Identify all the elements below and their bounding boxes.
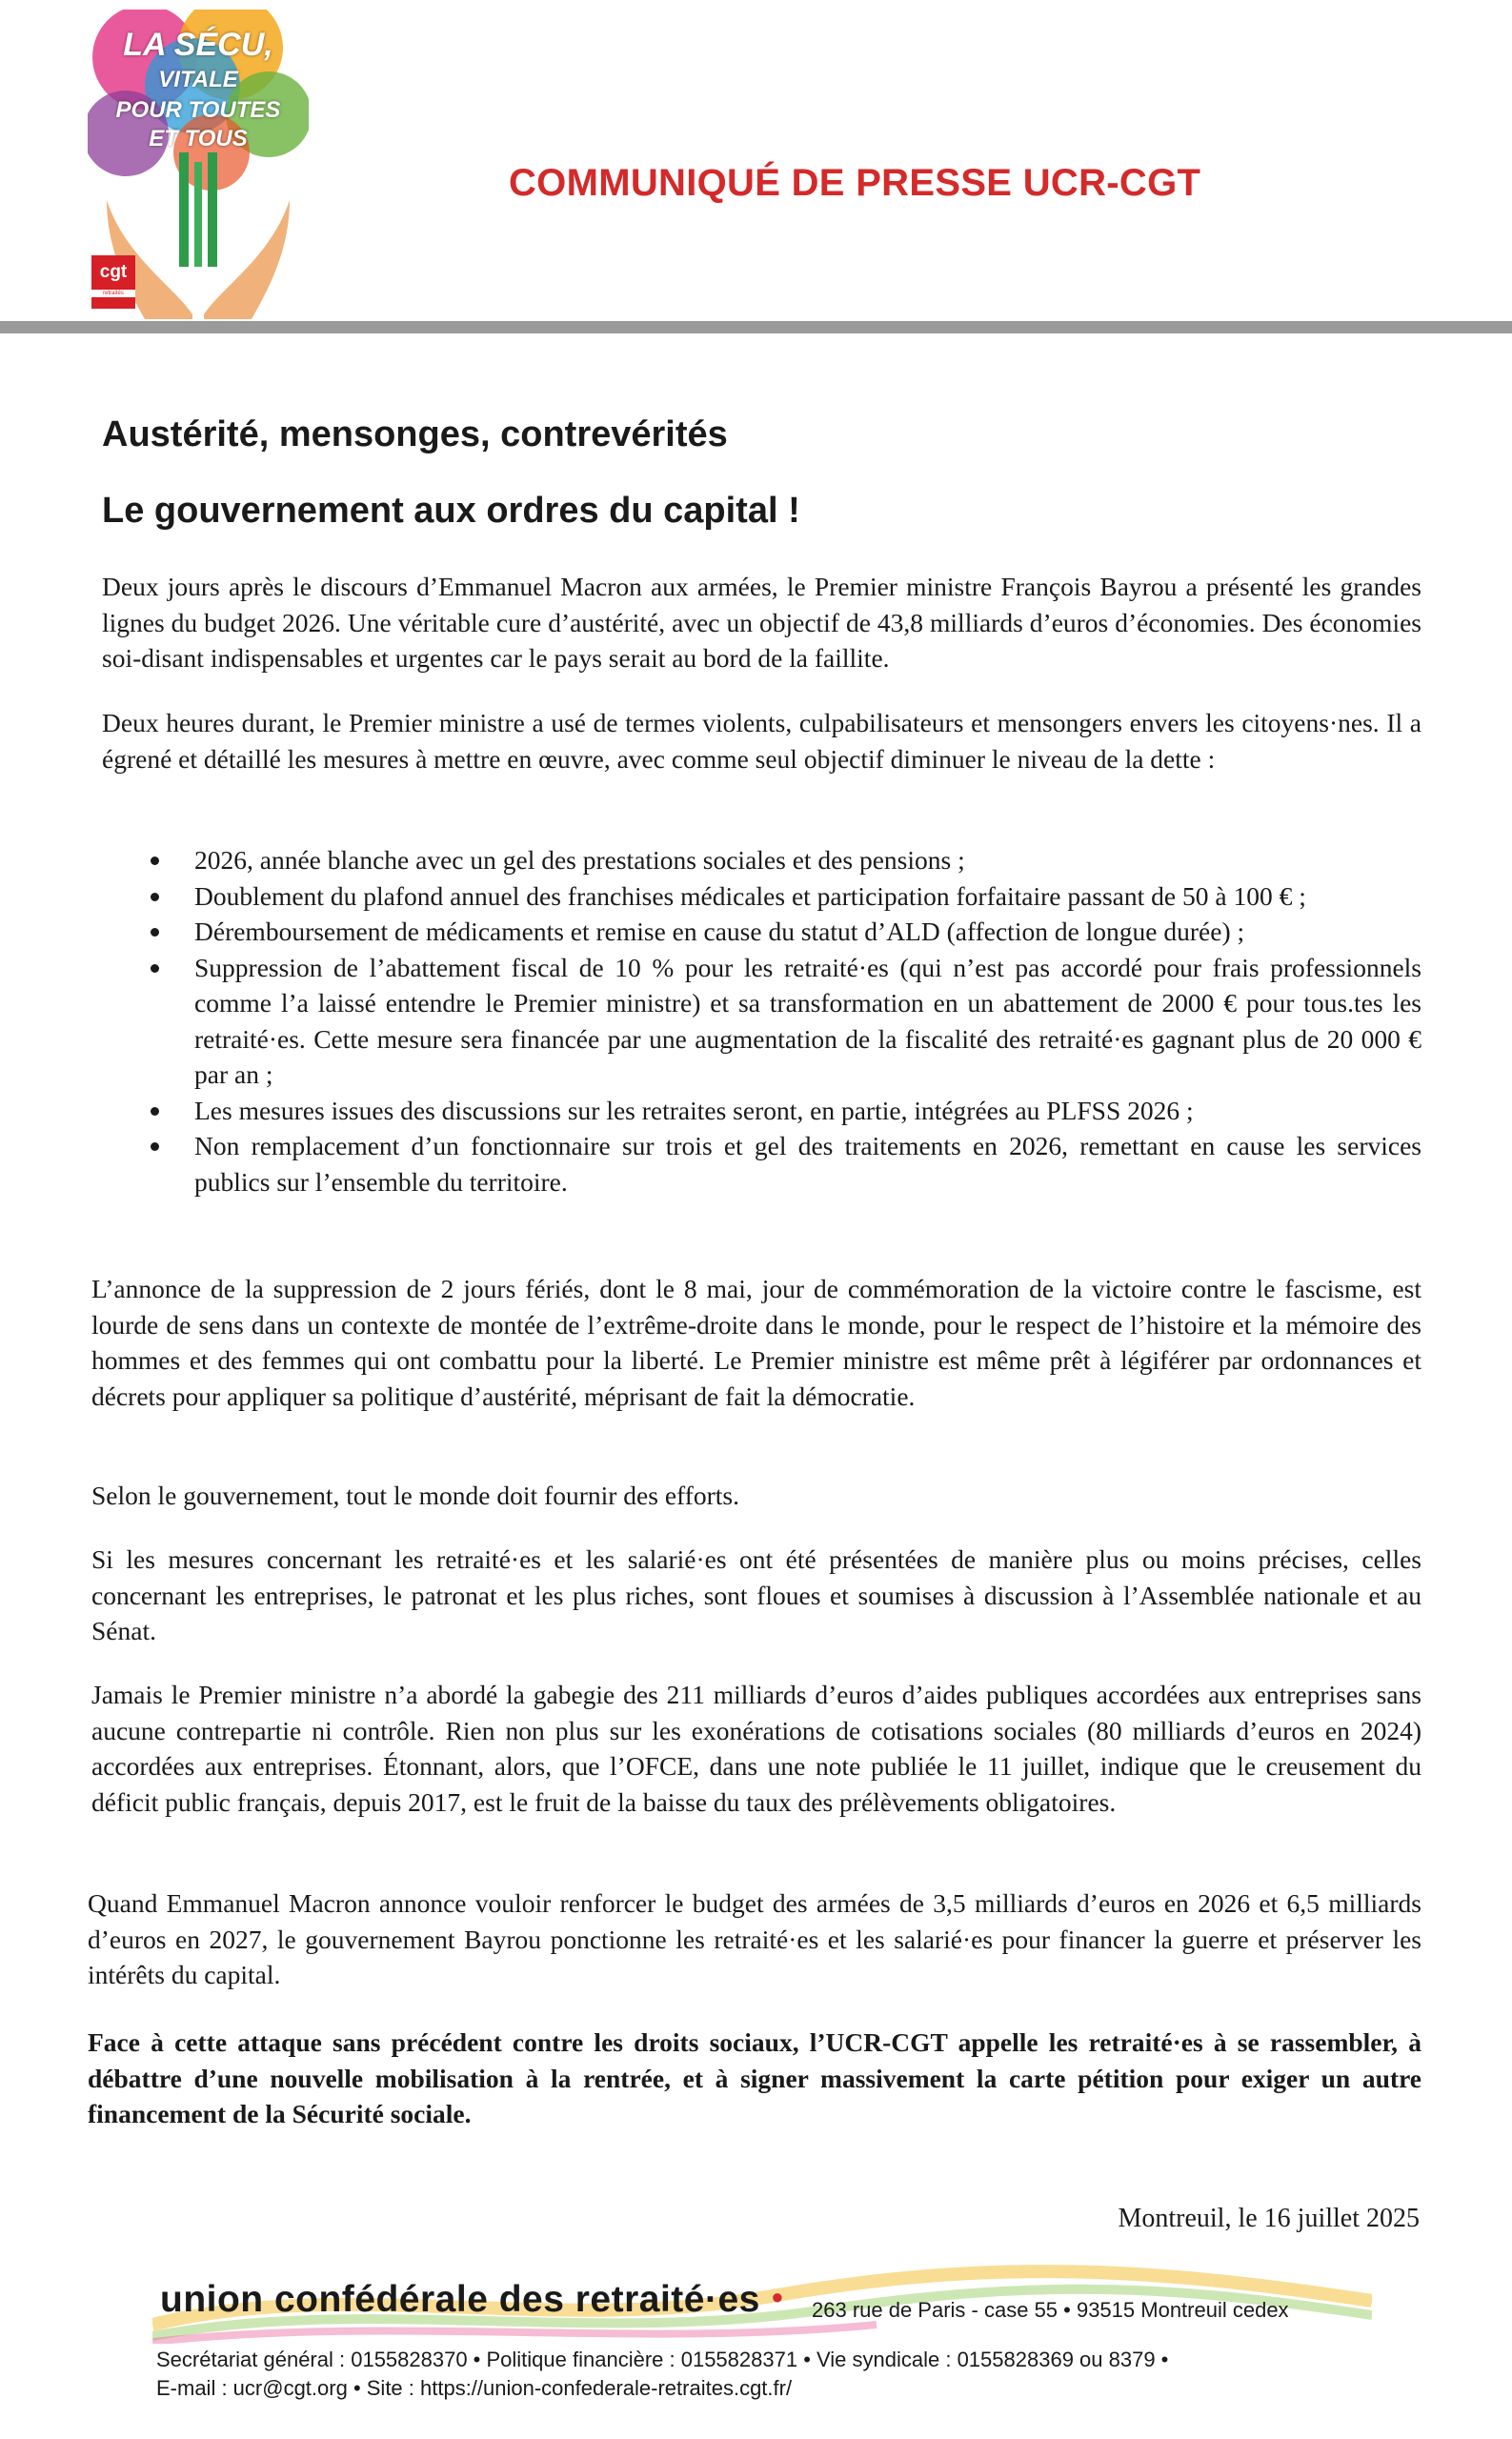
footer-organization — [160, 2279, 784, 2321]
secu-logo — [88, 10, 309, 319]
paragraph-army-budget: Quand Emmanuel Macron annonce vouloir renforcer le budget des armées de 3,5 milliards d’euros en 2026 et 6,5 milliards d’euros en 2027, le gouvernement Bayrou ponctionne les retraité·es et les salarié·es pour financer la guerre et préserver les intérêts du capital. — [88, 1888, 1421, 1989]
measures-list — [102, 842, 1421, 1199]
list-item — [102, 1093, 1421, 1129]
paragraph-intro: Deux jours après le discours d’Emmanuel Macron aux armées, le Premier ministre François Bayrou a présenté les grandes lignes du budget 2026. Une véritable cure d’austérité, avec un objectif de 43,8 milliards d’euros d’économies. Des économies soi-disant indispensables et urgentes car le pays serait au bord de la faillite. — [102, 572, 1421, 673]
cgt-logo-text: cgt — [99, 262, 128, 282]
press-release-title: COMMUNIQUÉ DE PRESSE UCR-CGT — [509, 162, 1201, 204]
bullet-icon — [151, 857, 159, 865]
paragraph-public-aid: Jamais le Premier ministre n’a abordé la gabegie des 211 milliards d’euros d’aides publiques accordées aux entreprises sans aucune contrepartie ni contrôle. Rien non plus sur les exonérations de cotisations sociales (80 milliards d’euros en 2024) accordées aux entreprises. Étonnant, alors, que l’OFCE, dans une note publiée le 11 juillet, indique que le creusement du déficit public français, depuis 2017, est le fruit de la baisse du taux des prélèvements obligatoires. — [91, 1680, 1421, 1817]
list-item-text: Non remplacement d’un fonctionnaire sur trois et gel des traitements en 2026, remettant en cause les services publics sur l’ensemble du territoire. — [194, 1131, 1421, 1197]
headline-1: Austérité, mensonges, contrevérités — [102, 414, 728, 454]
list-item-text: Déremboursement de médicaments et remise en cause du statut d’ALD (affection de longue durée) ; — [194, 917, 1245, 946]
footer-email-site: E-mail : ucr@cgt.org • Site : https://union-confederale-retraites.cgt.fr/ — [156, 2376, 793, 2400]
cgt-logo — [91, 255, 135, 309]
bullet-icon: ● — [771, 2285, 784, 2308]
paragraph-holidays: L’annonce de la suppression de 2 jours fériés, dont le 8 mai, jour de commémoration de la victoire contre le fascisme, est lourde de sens dans un contexte de montée de l’extrême-droite dans le monde, pour le respect de l’histoire et la mémoire des hommes et des femmes qui ont combattu pour la liberté. Le Premier ministre est même prêt à légiférer par ordonnances et décrets pour appliquer sa politique d’austérité, méprisant de fait la démocratie. — [91, 1274, 1421, 1411]
bullet-icon — [151, 1142, 159, 1151]
logo-line-1: LA SÉCU, — [123, 27, 273, 63]
list-item — [102, 878, 1421, 915]
list-item — [102, 950, 1421, 1093]
logo-line-3: POUR TOUTES — [115, 97, 281, 123]
bullet-icon — [151, 1107, 159, 1116]
bullet-icon — [151, 964, 159, 973]
paragraph-efforts: Selon le gouvernement, tout le monde doit fournir des efforts. — [91, 1481, 739, 1510]
place-date-signature: Montreuil, le 16 juillet 2025 — [1118, 2204, 1420, 2233]
headline-2: Le gouvernement aux ordres du capital ! — [102, 491, 800, 531]
footer-phones: Secrétariat général : 0155828370 • Politique financière : 0155828371 • Vie syndicale : 0155828369 ou 8379 • — [156, 2348, 1169, 2371]
header-divider — [0, 321, 1512, 333]
list-item-text: Les mesures issues des discussions sur les retraites seront, en partie, intégrées au PLFSS 2026 ; — [194, 1095, 1194, 1125]
list-item-text: Suppression de l’abattement fiscal de 10 % pour les retraité·es (qui n’est pas accordé pour frais professionnels comme l’a laissé entendre le Premier ministre) et sa transformation en un abattement de 2000 € pour tous.tes les retraité·es. Cette mesure sera financée par une augmentation de la fiscalité des retraité·es gagnant plus de 20 000 € par an ; — [194, 952, 1421, 1089]
bullet-icon — [151, 928, 159, 937]
paragraph-measures: Si les mesures concernant les retraité·es et les salarié·es ont été présentées de manière plus ou moins précises, celles concernant les entreprises, le patronat et les plus riches, sont floues et soumises à discussion à l’Assemblée nationale et au Sénat. — [91, 1544, 1421, 1645]
bullet-icon — [151, 893, 159, 901]
footer-contacts — [156, 2346, 1168, 2403]
list-item-text: 2026, année blanche avec un gel des prestations sociales et des pensions ; — [194, 845, 965, 875]
footer-address: 263 rue de Paris - case 55 • 93515 Montreuil cedex — [812, 2298, 1289, 2322]
paragraph-speech: Deux heures durant, le Premier ministre a usé de termes violents, culpabilisateurs et mensongers envers les citoyens·nes. Il a égrené et détaillé les mesures à mettre en œuvre, avec comme seul objectif diminuer le niveau de la dette : — [102, 708, 1421, 774]
list-item — [102, 842, 1421, 878]
logo-line-4: ET TOUS — [149, 126, 248, 151]
list-item-text: Doublement du plafond annuel des franchises médicales et participation forfaitaire passant de 50 à 100 € ; — [194, 880, 1306, 911]
list-item — [102, 1128, 1421, 1199]
list-item — [102, 914, 1421, 950]
paragraph-call-to-action: Face à cette attaque sans précédent contre les droits sociaux, l’UCR-CGT appelle les retraité·es à se rassembler, à débattre d’une nouvelle mobilisation à la rentrée, et à signer massivement la carte pétition pour exiger un autre financement de la Sécurité sociale. — [88, 2027, 1421, 2128]
cgt-logo-subtext: retraités — [91, 290, 135, 297]
logo-line-2: VITALE — [158, 67, 238, 92]
footer-org-name: union confédérale des retraité·es — [160, 2279, 760, 2320]
